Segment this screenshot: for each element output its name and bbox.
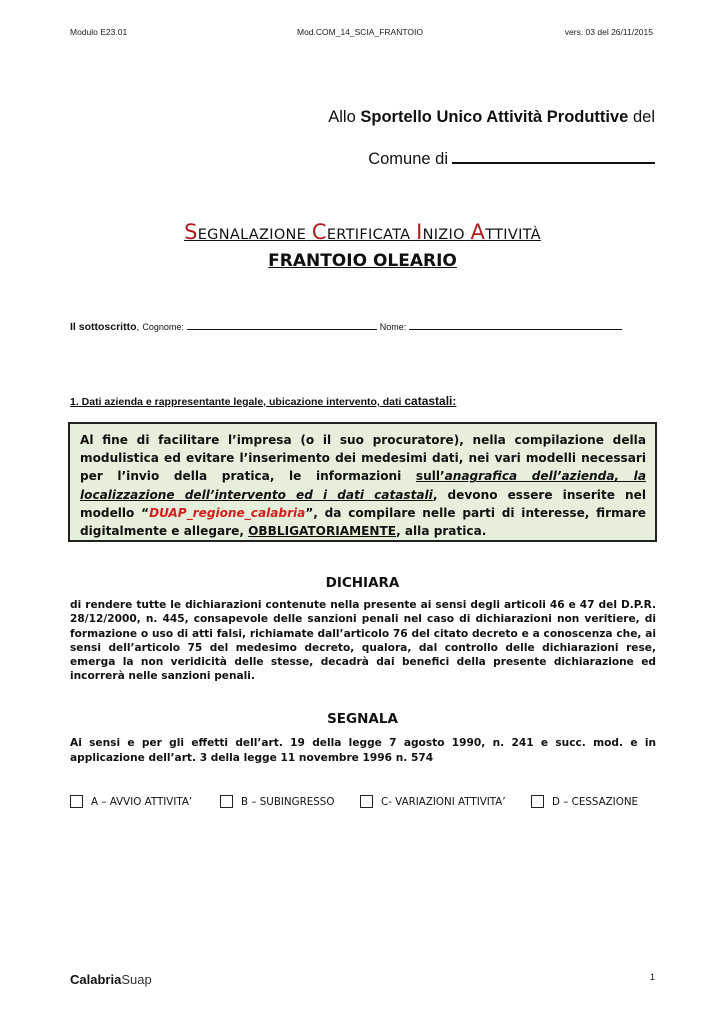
option-cessazione-label: D – CESSAZIONE bbox=[552, 795, 639, 808]
notice-box bbox=[68, 422, 657, 542]
title-word-inizio: NIZIO bbox=[422, 227, 465, 243]
document-subtitle: FRANTOIO OLEARIO bbox=[268, 251, 457, 271]
logo-text-bold: Calabria bbox=[70, 972, 122, 987]
header-model-name: Mod.COM_14_SCIA_FRANTOIO bbox=[297, 27, 423, 37]
allo-office: Sportello Unico Attività Produttive bbox=[360, 108, 629, 126]
title-initial-c: C bbox=[311, 220, 327, 244]
notice-part-2: sull’ bbox=[415, 469, 445, 484]
option-subingresso-label: B – SUBINGRESSO bbox=[241, 795, 335, 808]
logo-text-light: Suap bbox=[121, 972, 152, 987]
title-initial-a: A bbox=[470, 220, 486, 244]
checkbox-avvio[interactable] bbox=[70, 795, 83, 808]
header-form-code: Modulo E23.01 bbox=[70, 27, 128, 37]
nome-label: Nome: bbox=[379, 322, 407, 332]
dichiara-heading: DICHIARA bbox=[325, 575, 400, 591]
option-avvio-label: A – AVVIO ATTIVITA’ bbox=[91, 795, 193, 808]
sottoscritto-line: Il sottoscritto, Cognome: Nome: bbox=[70, 321, 622, 333]
notice-part-4: , devono essere inserite nel modello “ bbox=[80, 487, 646, 520]
segnala-text: Ai sensi e per gli effetti dell’art. 19 della legge 7 agosto 1990, n. 241 e succ. mod. e in applicazione dell’art. 3 della legge 11 novembre 1996 n. 574 bbox=[70, 737, 656, 764]
cognome-label: Cognome: bbox=[142, 322, 184, 332]
title-word-certificata: ERTIFICATA bbox=[326, 227, 411, 243]
section-1-heading-text: 1. Dati azienda e rappresentante legale, ubicazione intervento, dati bbox=[70, 396, 402, 408]
comune-label: Comune di bbox=[368, 150, 448, 168]
title-word-segnalazione: EGNALAZIONE bbox=[197, 227, 307, 243]
comune-line bbox=[368, 148, 655, 169]
option-cessazione[interactable] bbox=[531, 795, 638, 808]
title-word-attivita: TTIVITÀ bbox=[485, 227, 541, 243]
comune-field[interactable] bbox=[452, 148, 655, 164]
addressee-line bbox=[328, 108, 655, 127]
calabriasuap-logo bbox=[70, 972, 152, 987]
checkbox-subingresso[interactable] bbox=[220, 795, 233, 808]
section-1-heading bbox=[70, 394, 456, 408]
option-variazioni-label: C- VARIAZIONI ATTIVITA’ bbox=[381, 795, 506, 808]
dichiara-text: di rendere tutte le dichiarazioni contenute nella presente ai sensi degli articoli 46 e 47 del D.P.R. 28/12/2000, n. 445, consapevole delle sanzioni penali nel caso di dichiarazioni non veritiere, di formazione o uso di atti falsi, richiamate dall’articolo 76 del citato decreto e a conoscenza che, ai sensi dell’articolo 75 del medesimo decreto, qualora, dal controllo delle dichiarazioni rese, emerga la non veridicità delle stesse, decadrà dai benefici della presente dichiarazione ed incorrerà nelle sanzioni penali. bbox=[70, 599, 656, 683]
allo-prefix: Allo bbox=[328, 108, 356, 126]
option-avvio[interactable] bbox=[70, 795, 192, 808]
cognome-field[interactable] bbox=[187, 321, 377, 330]
option-variazioni[interactable] bbox=[360, 795, 506, 808]
notice-model-name: DUAP_regione_calabria bbox=[149, 505, 306, 520]
document-title bbox=[0, 220, 725, 244]
nome-field[interactable] bbox=[409, 321, 622, 330]
sottoscritto-label: Il sottoscritto bbox=[70, 321, 137, 333]
notice-part-6: ”, da compilare nelle parti di interesse, firmare digitalmente e allegare, bbox=[80, 505, 646, 539]
section-1-heading-end: catastali: bbox=[404, 394, 457, 408]
title-initial-i: I bbox=[416, 220, 423, 244]
header-version: vers. 03 del 26/11/2015 bbox=[564, 27, 653, 37]
page-number: 1 bbox=[649, 972, 655, 982]
notice-mandatory: OBBLIGATORIAMENTE bbox=[248, 524, 397, 539]
checkbox-cessazione[interactable] bbox=[531, 795, 544, 808]
notice-part-3: anagrafica dell’azienda, la localizzazione dell’intervento ed i dati catastali bbox=[80, 469, 646, 502]
notice-part-1: Al fine di facilitare l’impresa (o il suo procuratore), nella compilazione della modulistica ed evitare l’inserimento dei medesimi dati, nei vari modelli necessari per l’invio della pratica, le informazioni bbox=[80, 433, 646, 484]
checkbox-variazioni[interactable] bbox=[360, 795, 373, 808]
notice-part-8: , alla pratica. bbox=[396, 524, 487, 539]
title-initial-s: S bbox=[184, 220, 198, 244]
option-subingresso[interactable] bbox=[220, 795, 334, 808]
allo-suffix: del bbox=[632, 108, 655, 126]
segnala-heading: SEGNALA bbox=[327, 711, 398, 727]
